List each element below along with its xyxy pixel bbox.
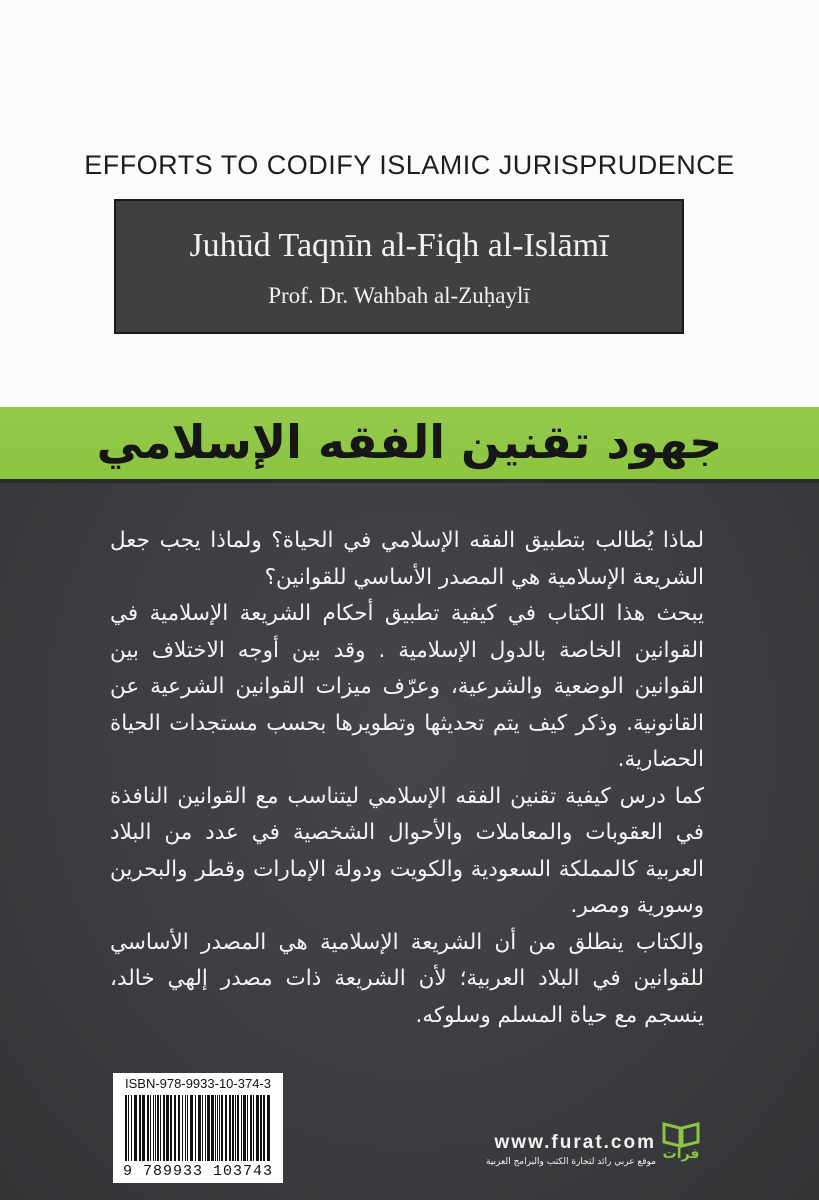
- barcode-bar: [207, 1095, 210, 1161]
- barcode-bar: [170, 1095, 172, 1161]
- blurb-paragraph: كما درس كيفية تقنين الفقه الإسلامي ليتناسب مع القوانين النافذة في العقوبات والمعاملات والأحوال الشخصية في عدد من البلاد العربية كالمملكة السعودية والكويت ودولة الإمارات وقطر والبحرين وسورية ومصر.: [110, 783, 704, 918]
- barcode-bar: [263, 1095, 265, 1161]
- barcode-bar: [182, 1095, 183, 1161]
- english-title: EFFORTS TO CODIFY ISLAMIC JURISPRUDENCE: [84, 150, 735, 180]
- barcode-bar: [260, 1095, 262, 1161]
- publisher-website[interactable]: www.furat.com: [494, 1132, 656, 1153]
- barcode-bar: [217, 1095, 218, 1161]
- top-white-area: [0, 0, 819, 407]
- barcode-bar: [147, 1095, 149, 1161]
- barcode-bar: [195, 1095, 196, 1161]
- publisher-tagline: موقع عربي رائد لتجارة الكتب والبرامج العربية: [486, 1157, 656, 1167]
- barcode-bar: [221, 1095, 223, 1161]
- barcode-bar: [157, 1095, 159, 1161]
- barcode-bar: [187, 1095, 188, 1161]
- barcode-bar: [125, 1095, 127, 1161]
- blurb-paragraph: والكتاب ينطلق من أن الشريعة الإسلامية هي المصدر الأساسي للقوانين في البلاد العربية؛ لأن الشريعة ذات مصدر إلهي خالد، ينسجم مع حياة المسلم وسلوكه.: [110, 929, 704, 1028]
- barcode-bar: [160, 1095, 161, 1161]
- barcode-bar: [247, 1095, 248, 1161]
- barcode-bar: [250, 1095, 252, 1161]
- barcode-bar: [225, 1095, 227, 1161]
- barcode-bar: [155, 1095, 156, 1161]
- isbn-text: ISBN-978-9933-10-374-3: [125, 1076, 271, 1091]
- barcode-bar: [241, 1095, 242, 1161]
- blurb-paragraph: لماذا يُطالب بتطبيق الفقه الإسلامي في الحياة؟ ولماذا يجب جعل الشريعة الإسلامية هي المصدر الأساسي للقوانين؟: [110, 528, 704, 590]
- barcode-bar: [174, 1095, 176, 1161]
- green-title-band: [0, 407, 819, 483]
- barcode-bar: [190, 1095, 193, 1161]
- author-name: Prof. Dr. Wahbah al-Zuḥaylī: [268, 283, 530, 308]
- publisher-logo-text: فرات: [662, 1146, 700, 1162]
- barcode-bar: [253, 1095, 254, 1161]
- barcode-bar: [256, 1095, 259, 1161]
- barcode-bar: [232, 1095, 234, 1161]
- transliterated-title: Juhūd Taqnīn al-Fiqh al-Islāmī: [189, 227, 609, 264]
- barcode-bar: [267, 1095, 270, 1161]
- barcode-bar: [235, 1095, 236, 1161]
- barcode-bar: [134, 1095, 137, 1161]
- arabic-title: جهود تقنين الفقه الإسلامي: [96, 415, 723, 469]
- barcode-bar: [142, 1095, 145, 1161]
- book-icon: [660, 1118, 702, 1148]
- barcode-bar: [139, 1095, 141, 1161]
- barcode-bar: [178, 1095, 180, 1161]
- barcode-bar: [153, 1095, 154, 1161]
- blurb-paragraph: يبحث هذا الكتاب في كيفية تطبيق أحكام الشريعة الإسلامية في القوانين الخاصة بالدول الإسلامية . وقد بين أوجه الاختلاف بين القوانين الوضعية والشرعية، وعرّف ميزات القوانين الشرعية عن القانونية. وذكر كيف يتم تحديثها وتطويرها بحسب مستجدات الحياة الحضارية.: [110, 601, 704, 772]
- barcode-bar: [150, 1095, 151, 1161]
- barcode-bar: [185, 1095, 186, 1161]
- barcode-bar: [166, 1095, 169, 1161]
- barcode-bar: [243, 1095, 246, 1161]
- barcode-label: [113, 1073, 283, 1183]
- barcode-bar: [202, 1095, 203, 1161]
- barcode-bar: [219, 1095, 220, 1161]
- barcode-bar: [229, 1095, 231, 1161]
- title-box: [114, 199, 684, 334]
- barcode-bar: [163, 1095, 165, 1161]
- publisher-logo: [660, 1118, 702, 1168]
- barcode-bar: [198, 1095, 201, 1161]
- barcode-number: 9 789933 103743: [122, 1163, 274, 1180]
- barcode-bar: [211, 1095, 214, 1161]
- publisher-info: [456, 1132, 656, 1167]
- barcode-bars: [123, 1095, 273, 1161]
- barcode-bar: [205, 1095, 206, 1161]
- barcode-bar: [128, 1095, 129, 1161]
- barcode-bar: [215, 1095, 216, 1161]
- barcode-bar: [237, 1095, 239, 1161]
- blurb-text: [110, 523, 704, 1034]
- barcode-bar: [131, 1095, 132, 1161]
